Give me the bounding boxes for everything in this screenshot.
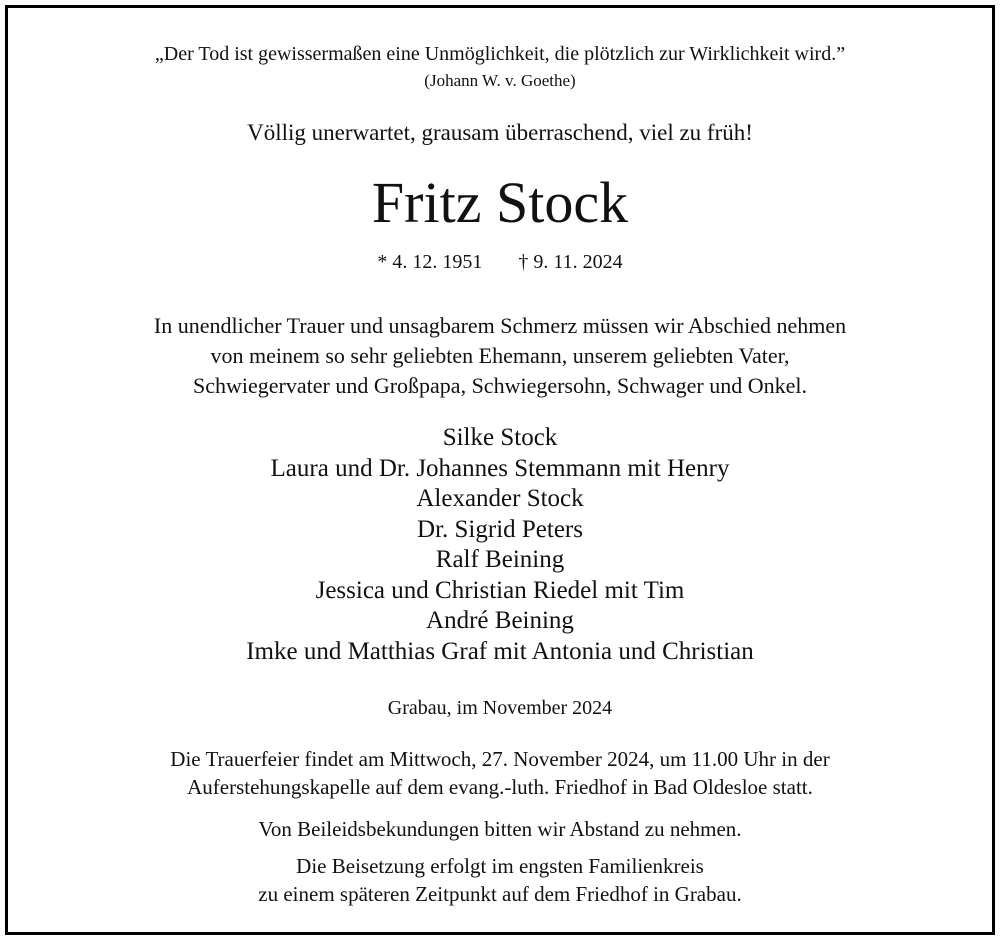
family-member: Dr. Sigrid Peters bbox=[417, 516, 583, 543]
quote-text: „Der Tod ist gewissermaßen eine Unmöglichkeit, die plötzlich zur Wirklichkeit wird.” bbox=[154, 43, 846, 65]
family-member: Imke und Matthias Graf mit Antonia und Christian bbox=[246, 638, 754, 665]
burial-line: zu einem späteren Zeitpunkt auf dem Friedhof in Grabau. bbox=[258, 882, 742, 906]
message-line: Schwiegervater und Großpapa, Schwiegersohn, Schwager und Onkel. bbox=[193, 373, 807, 398]
condolence-note: Von Beileidsbekundungen bitten wir Abstand zu nehmen. bbox=[258, 817, 742, 841]
quote-author: (Johann W. v. Goethe) bbox=[424, 71, 576, 90]
birth-date: * 4. 12. 1951 bbox=[377, 251, 483, 273]
funeral-line: Auferstehungskapelle auf dem evang.-luth. Friedhof in Bad Oldesloe statt. bbox=[187, 775, 813, 799]
family-member: Ralf Beining bbox=[435, 546, 565, 573]
obituary-notice bbox=[5, 5, 995, 935]
family-member: Alexander Stock bbox=[416, 485, 584, 512]
family-member: Silke Stock bbox=[442, 424, 558, 451]
place-date: Grabau, im November 2024 bbox=[387, 697, 613, 719]
life-dates bbox=[8, 252, 992, 272]
message-line: In unendlicher Trauer und unsagbarem Schmerz müssen wir Abschied nehmen bbox=[153, 313, 847, 338]
death-date: † 9. 11. 2024 bbox=[518, 251, 623, 273]
family-member: Laura und Dr. Johannes Stemmann mit Henry bbox=[270, 455, 730, 482]
deceased-name: Fritz Stock bbox=[371, 170, 629, 235]
family-member: André Beining bbox=[426, 607, 574, 634]
message-line: von meinem so sehr geliebten Ehemann, unserem geliebten Vater, bbox=[210, 343, 790, 368]
subtitle: Völlig unerwartet, grausam überraschend, viel zu früh! bbox=[247, 120, 753, 145]
funeral-line: Die Trauerfeier findet am Mittwoch, 27. November 2024, um 11.00 Uhr in der bbox=[170, 747, 830, 771]
burial-line: Die Beisetzung erfolgt im engsten Familienkreis bbox=[296, 854, 704, 878]
family-member: Jessica und Christian Riedel mit Tim bbox=[315, 577, 685, 604]
